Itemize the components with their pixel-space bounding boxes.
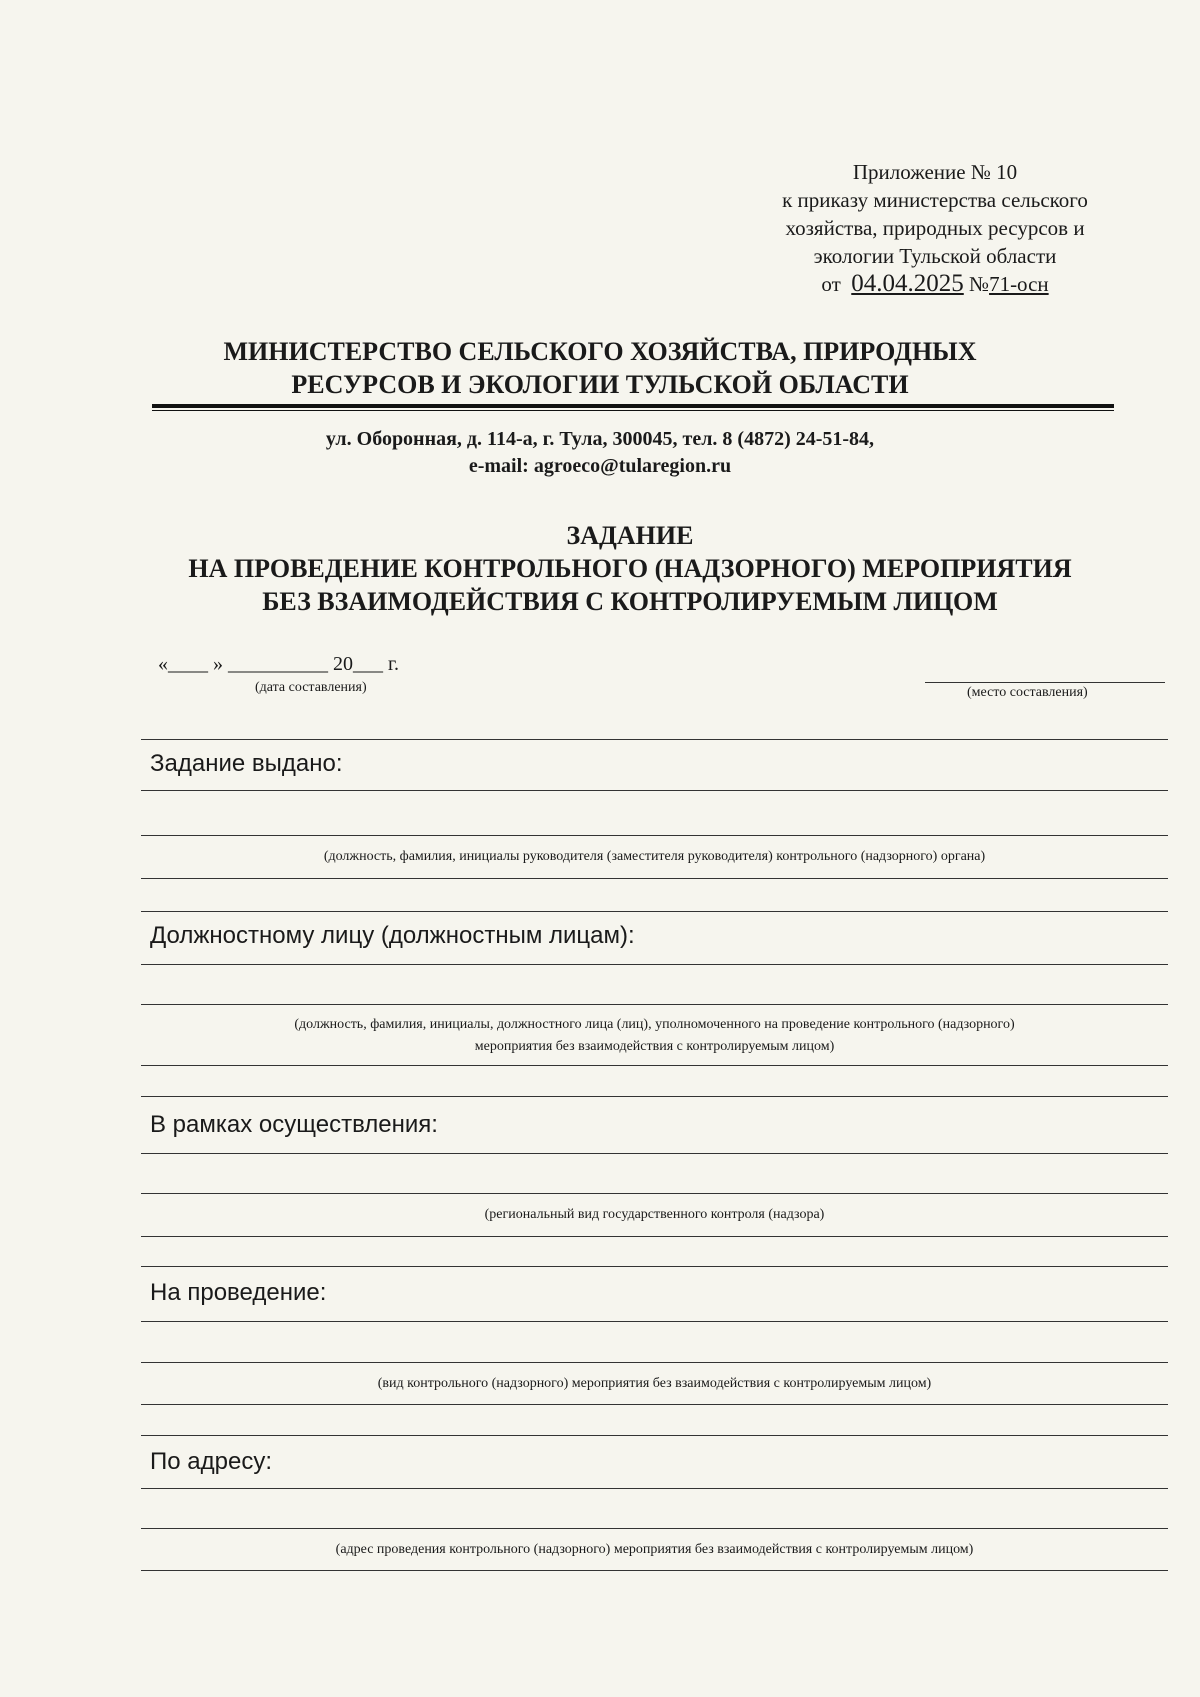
date-field: «____ » __________ 20___ г. [158, 653, 399, 675]
fill-line [141, 1528, 1168, 1529]
appendix-title: Приложение № 10 [852, 160, 1018, 184]
header-thick-rule [152, 404, 1114, 408]
fill-line [141, 1435, 1168, 1436]
appendix-line: хозяйства, природных ресурсов и [785, 216, 1085, 240]
ministry-address: ул. Оборонная, д. 114-а, г. Тула, 300045, тел. 8 (4872) 24-51-84, [325, 428, 875, 450]
fill-line [141, 1362, 1168, 1363]
header-thin-rule [152, 410, 1114, 411]
section-label-official: Должностному лицу (должностным лицам): [150, 922, 635, 949]
appendix-line: к приказу министерства сельского [782, 188, 1088, 212]
fill-line [141, 1488, 1168, 1489]
fill-line [141, 878, 1168, 879]
fill-line [141, 1266, 1168, 1267]
section-label-issued: Задание выдано: [150, 750, 343, 777]
document-title: ЗАДАНИЕ НА ПРОВЕДЕНИЕ КОНТРОЛЬНОГО (НАДЗОРНОГО) МЕРОПРИЯТИЯ БЕЗ ВЗАИМОДЕЙСТВИЯ С КОНТРОЛИРУЕМЫМ ЛИЦОМ [188, 521, 1072, 616]
place-field-line [925, 682, 1165, 683]
ministry-email: e-mail: agroeco@tularegion.ru [468, 455, 732, 477]
fill-line [141, 1153, 1168, 1154]
section-caption: (должность, фамилия, инициалы, должностного лица (лиц), уполномоченного на проведение контрольного (надзорного) мероприятия без взаимодействия с контролируемым лицом) [294, 1017, 1015, 1054]
ministry-name: МИНИСТЕРСТВО СЕЛЬСКОГО ХОЗЯЙСТВА, ПРИРОДНЫХ РЕСУРСОВ И ЭКОЛОГИИ ТУЛЬСКОЙ ОБЛАСТИ [223, 337, 977, 399]
place-caption: (место составления) [967, 685, 1088, 700]
fill-line [141, 964, 1168, 965]
fill-line [141, 1065, 1168, 1066]
fill-line [141, 790, 1168, 791]
section-label-framework: В рамках осуществления: [150, 1111, 438, 1138]
order-reference: от 04.04.2025 №71-осн [821, 270, 1049, 297]
divider [141, 739, 1168, 740]
ministry-contacts [100, 426, 1100, 480]
appendix-line: экологии Тульской области [813, 244, 1057, 268]
section-caption: (должность, фамилия, инициалы руководителя (заместителя руководителя) контрольного (надзорного) органа) [323, 849, 986, 864]
fill-line [141, 1096, 1168, 1097]
appendix-block [700, 158, 1170, 298]
fill-line [141, 835, 1168, 836]
fill-line [141, 1236, 1168, 1237]
section-caption: (вид контрольного (надзорного) мероприятия без взаимодействия с контролируемым лицом) [377, 1376, 932, 1391]
section-caption: (региональный вид государственного контроля (надзора) [484, 1207, 825, 1222]
order-date: 04.04.2025 [851, 270, 964, 297]
fill-line [141, 911, 1168, 912]
fill-line [141, 1321, 1168, 1322]
section-caption: (адрес проведения контрольного (надзорного) мероприятия без взаимодействия с контролируемым лицом) [335, 1542, 974, 1557]
fill-line [141, 1193, 1168, 1194]
fill-line [141, 1570, 1168, 1571]
section-label-address: По адресу: [150, 1448, 272, 1475]
date-caption: (дата составления) [255, 680, 367, 695]
section-label-conduct: На проведение: [150, 1279, 327, 1306]
fill-line [141, 1404, 1168, 1405]
fill-line [141, 1004, 1168, 1005]
order-number: 71-осн [989, 272, 1049, 296]
